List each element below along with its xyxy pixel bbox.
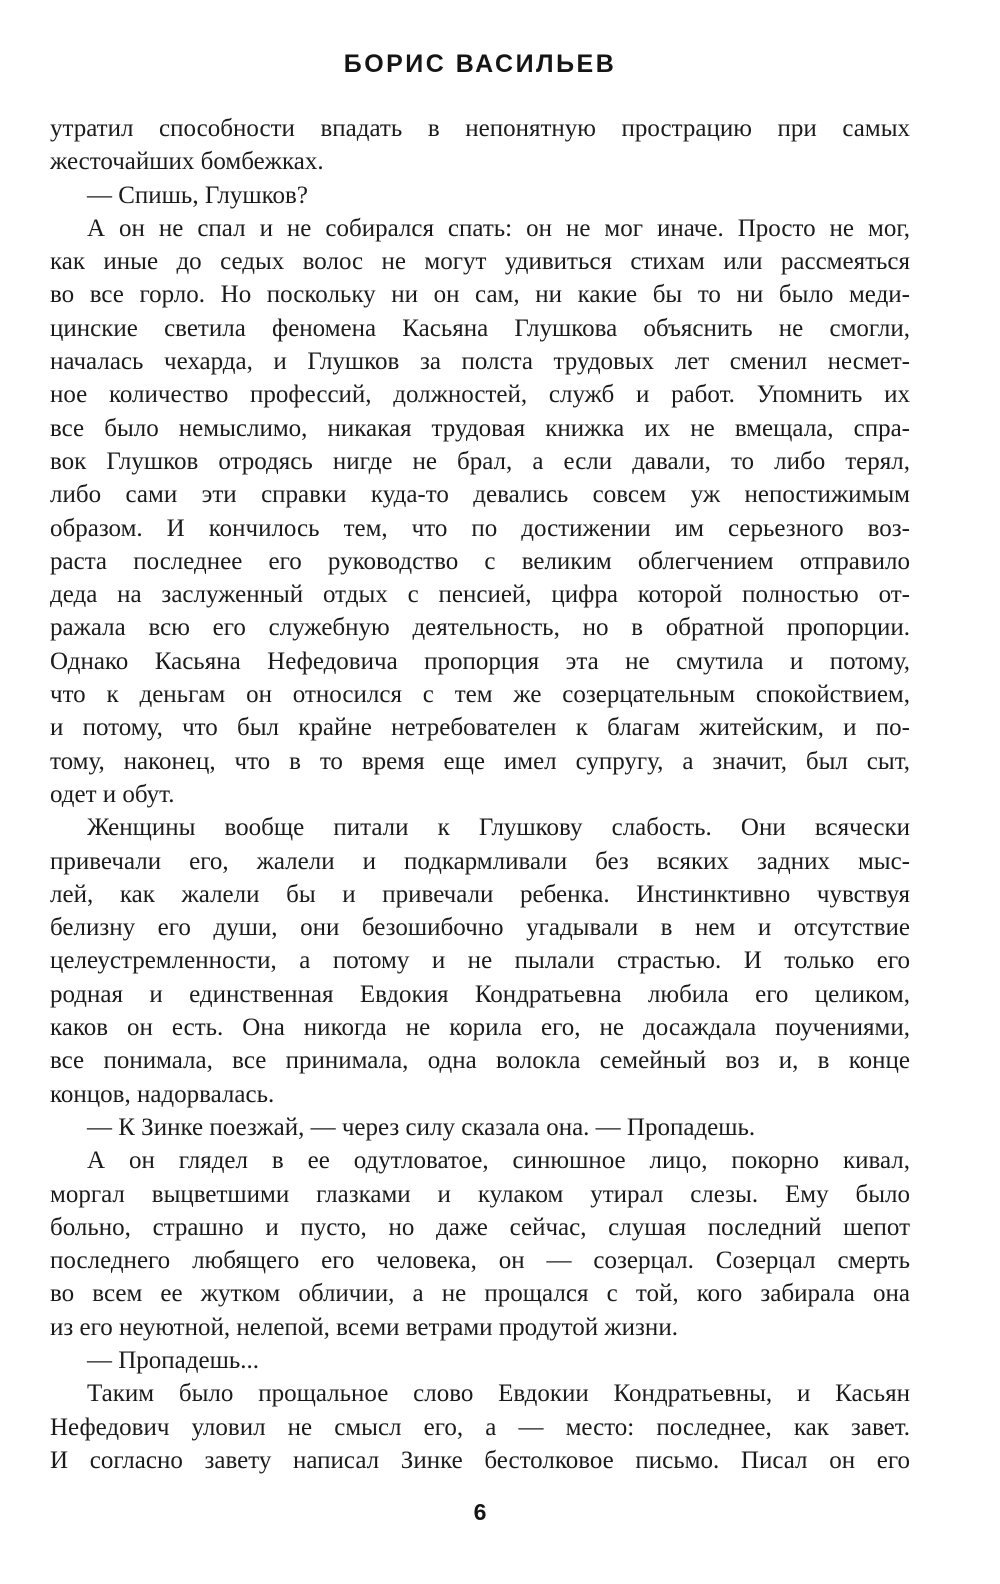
text-line: образом. И кончилось тем, что по достижении им серьезного воз- [50, 514, 910, 542]
text-line: деда на заслуженный отдых с пенсией, цифра которой полностью от- [50, 581, 910, 609]
text-line: во все горло. Но поскольку ни он сам, ни какие бы то ни было меди- [50, 281, 910, 309]
text-line: родная и единственная Евдокия Кондратьевна любила его целиком, [50, 980, 910, 1008]
text-line: — Пропадешь... [87, 1346, 259, 1374]
page-number: 6 [473, 1499, 487, 1526]
text-line: привечали его, жалели и подкармливали без всяких задних мыс- [50, 847, 910, 875]
text-line: и потому, что был крайне нетребователен к благам житейским, и по- [50, 714, 910, 742]
text-line: одет и обут. [50, 780, 175, 808]
text-line: Женщины вообще питали к Глушкову слабость. Они всячески [87, 814, 910, 842]
text-line: целеустремленности, а потому и не пылали страстью. И только его [50, 947, 910, 975]
text-line: каков он есть. Она никогда не корила его, не досаждала поучениями, [50, 1014, 910, 1042]
text-line: все понимала, все принимала, одна волокла семейный воз и, в конце [50, 1047, 910, 1075]
text-line: — К Зинке поезжай, — через силу сказала она. — Пропадешь. [87, 1113, 756, 1141]
text-line: утратил способности впадать в непонятную прострацию при самых [50, 115, 910, 142]
text-line: ражала всю его служебную деятельность, но в обратной пропорции. [50, 614, 910, 642]
text-line: как иные до седых волос не могут удивиться стихам или рассмеяться [50, 248, 910, 276]
text-line: белизну его души, они безошибочно угадывали в нем и отсутствие [50, 914, 910, 942]
text-line: Однако Касьяна Нефедовича пропорция эта не смутила и потому, [50, 647, 910, 675]
text-line: раста последнее его руководство с великим облегчением отправило [50, 547, 910, 575]
text-line: Нефедович уловил не смысл его, а — место: последнее, как завет. [50, 1413, 910, 1441]
text-line: А он не спал и не собирался спать: он не мог иначе. Просто не мог, [87, 214, 910, 242]
text-line: из его неуютной, нелепой, всеми ветрами продутой жизни. [50, 1313, 678, 1341]
text-line: больно, страшно и пусто, но даже сейчас, слушая последний шепот [50, 1213, 910, 1241]
text-line: все было немыслимо, никакая трудовая книжка их не вмещала, спра- [50, 414, 910, 442]
text-line: концов, надорвалась. [50, 1080, 275, 1108]
running-head-author: БОРИС ВАСИЛЬЕВ [343, 50, 617, 78]
text-line: лей, как жалели бы и привечали ребенка. Инстинктивно чувствуя [50, 880, 910, 908]
text-line: во всем ее жутком обличии, а не прощался с той, кого забирала она [50, 1280, 910, 1308]
text-line: что к деньгам он относился с тем же созерцательным спокойствием, [50, 681, 910, 709]
text-line: А он глядел в ее одутловатое, синюшное лицо, покорно кивал, [87, 1147, 910, 1175]
text-line: тому, наконец, что в то время еще имел супругу, а значит, был сыт, [50, 747, 910, 775]
text-line: вок Глушков отродясь нигде не брал, а если давали, то либо терял, [50, 447, 910, 475]
text-line: цинские светила феномена Касьяна Глушкова объяснить не смогли, [50, 314, 910, 342]
text-line: последнего любящего его человека, он — созерцал. Созерцал смерть [50, 1247, 910, 1275]
text-line: ное количество профессий, должностей, служб и работ. Упомнить их [50, 381, 910, 409]
text-line: Таким было прощальное слово Евдокии Кондратьевны, и Касьян [87, 1380, 910, 1408]
text-block [50, 112, 910, 1477]
text-line: — Спишь, Глушков? [87, 181, 308, 209]
text-line: моргал выцветшими глазками и кулаком утирал слезы. Ему было [50, 1180, 910, 1208]
text-column [50, 50, 910, 1526]
text-line: И согласно завету написал Зинке бестолковое письмо. Писал он его [50, 1446, 910, 1474]
text-line: началась чехарда, и Глушков за полста трудовых лет сменил несмет- [50, 348, 910, 376]
text-line: либо сами эти справки куда-то девались совсем уж непостижимым [50, 481, 910, 509]
text-line: жесточайших бомбежках. [50, 148, 324, 176]
